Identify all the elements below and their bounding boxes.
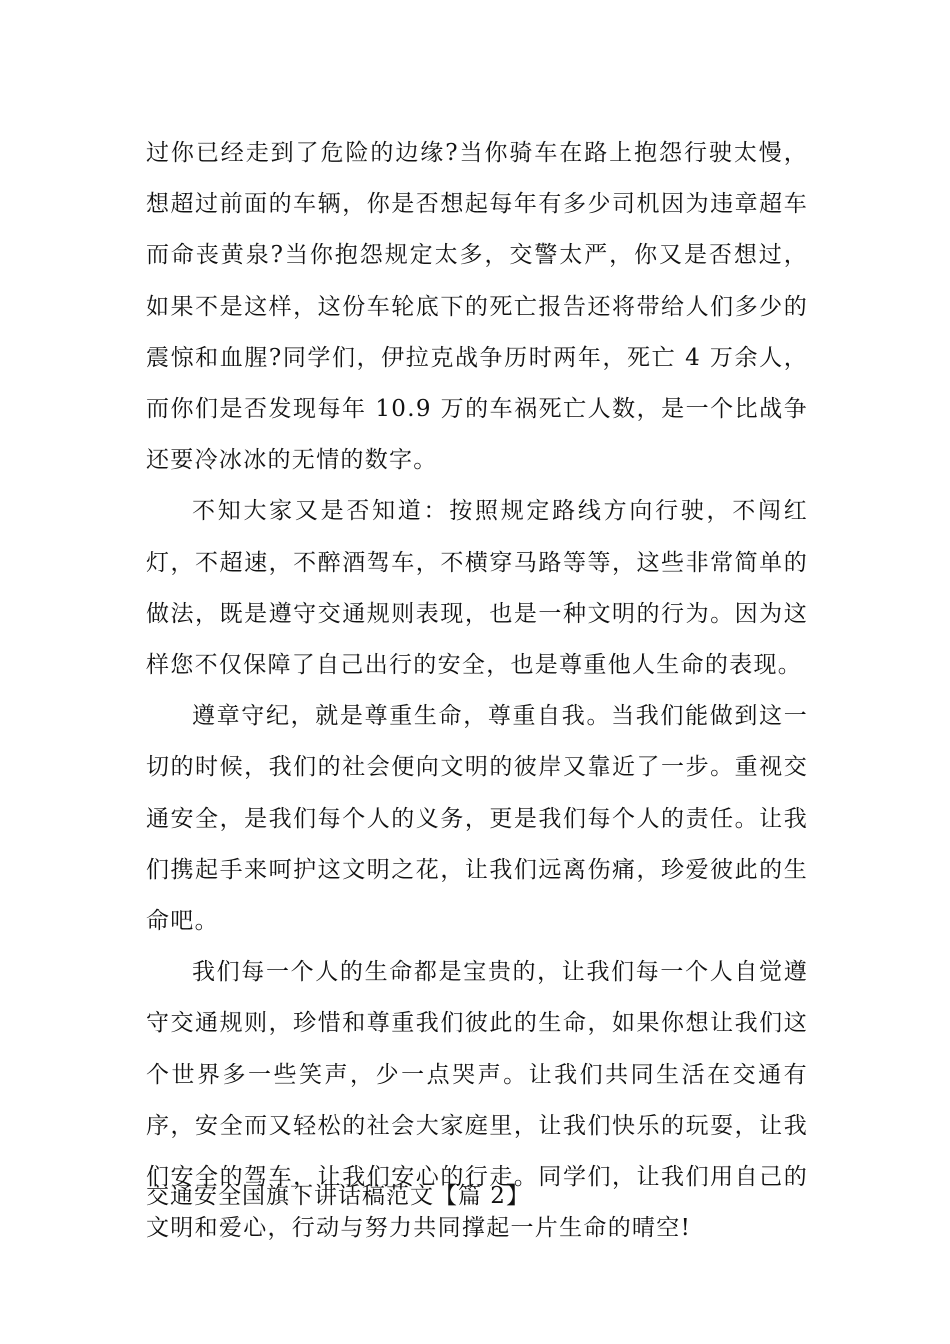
paragraph-continuation: 过你已经走到了危险的边缘?当你骑车在路上抱怨行驶太慢，想超过前面的车辆，你是否想起每年有多少司机因为违章超车而命丧黄泉?当你抱怨规定太多，交警太严，你又是否想过，如果不是这样，这份车轮底下的死亡报告还将带给人们多少的震惊和血腥?同学们，伊拉克战争历时两年，死亡 4 万余人，而你们是否发现每年 10.9 万的车祸死亡人数，是一个比战争还要冷冰冰的无情的数字。 — [146, 140, 808, 474]
paragraph-respect-life: 遵章守纪，就是尊重生命，尊重自我。当我们能做到这一切的时候，我们的社会便向文明的彼岸又靠近了一步。重视交通安全，是我们每个人的义务，更是我们每个人的责任。让我们携起手来呵护这文明之花，让我们远离伤痛，珍爱彼此的生命吧。 — [146, 703, 808, 935]
document-body — [146, 128, 808, 1254]
paragraph-traffic-rules: 不知大家又是否知道：按照规定路线方向行驶，不闯红灯，不超速，不醉酒驾车，不横穿马路等等，这些非常简单的做法，既是遵守交通规则表现，也是一种文明的行为。因为这样您不仅保障了自己出行的安全，也是尊重他人生命的表现。 — [146, 498, 808, 679]
paragraph-closing: 我们每一个人的生命都是宝贵的，让我们每一个人自觉遵守交通规则，珍惜和尊重我们彼此的生命，如果你想让我们这个世界多一些笑声，少一点哭声。让我们共同生活在交通有序，安全而又轻松的社会大家庭里，让我们快乐的玩耍，让我们安全的驾车，让我们安心的行走。同学们，让我们用自己的文明和爱心，行动与努力共同撑起一片生命的晴空! — [146, 959, 808, 1242]
section-heading: 交通安全国旗下讲话稿范文【篇 2】 — [146, 1183, 530, 1209]
